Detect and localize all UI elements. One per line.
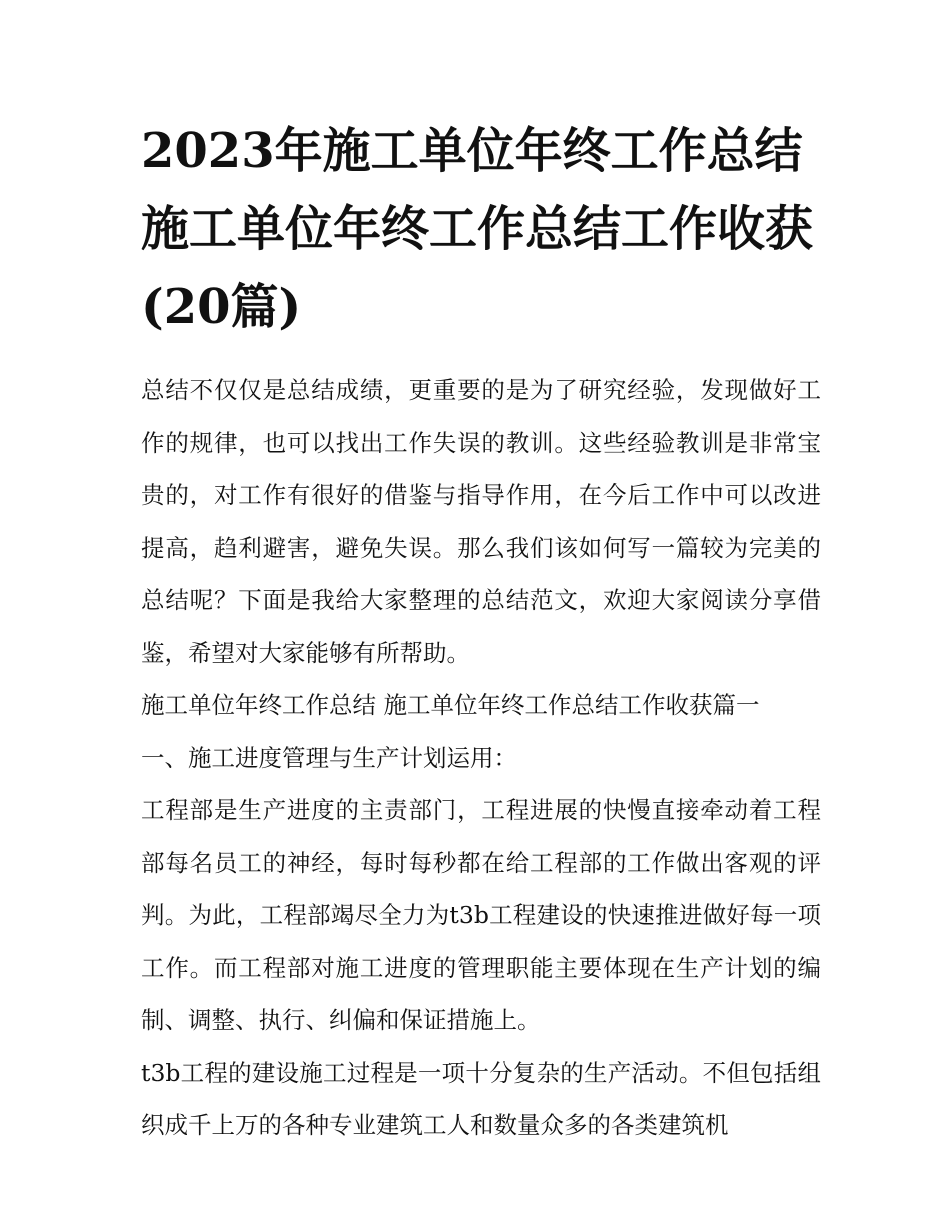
section-heading: 施工单位年终工作总结 施工单位年终工作总结工作收获篇一 [141,691,760,719]
subsection-heading: 一、施工进度管理与生产计划运用： [141,743,517,772]
body-paragraph: 工程部是生产进度的主责部门，工程进展的快慢直接牵动着工程部每名员工的神经，每时每秒都在给工程部的工作做出客观的评判。为此，工程部竭尽全力为t3b工程建设的快速推进做好每一项工作。而工程部对施工进度的管理职能主要体现在生产计划的编制、调整、执行、纠偏和保证措施上。 [141,796,821,1034]
body-paragraph: t3b工程的建设施工过程是一项十分复杂的生产活动。不但包括组织成千上万的各种专业建筑工人和数量众多的各类建筑机 [141,1058,821,1139]
document-title: 2023年施工单位年终工作总结 施工单位年终工作总结工作收获(20篇) [141,123,814,335]
intro-paragraph: 总结不仅仅是总结成绩，更重要的是为了研究经验，发现做好工作的规律，也可以找出工作失误的教训。这些经验教训是非常宝贵的，对工作有很好的借鉴与指导作用，在今后工作中可以改进提高，趋利避害，避免失误。那么我们该如何写一篇较为完美的总结呢？下面是我给大家整理的总结范文，欢迎大家阅读分享借鉴，希望对大家能够有所帮助。 [141,376,821,667]
document-body [141,112,821,1152]
